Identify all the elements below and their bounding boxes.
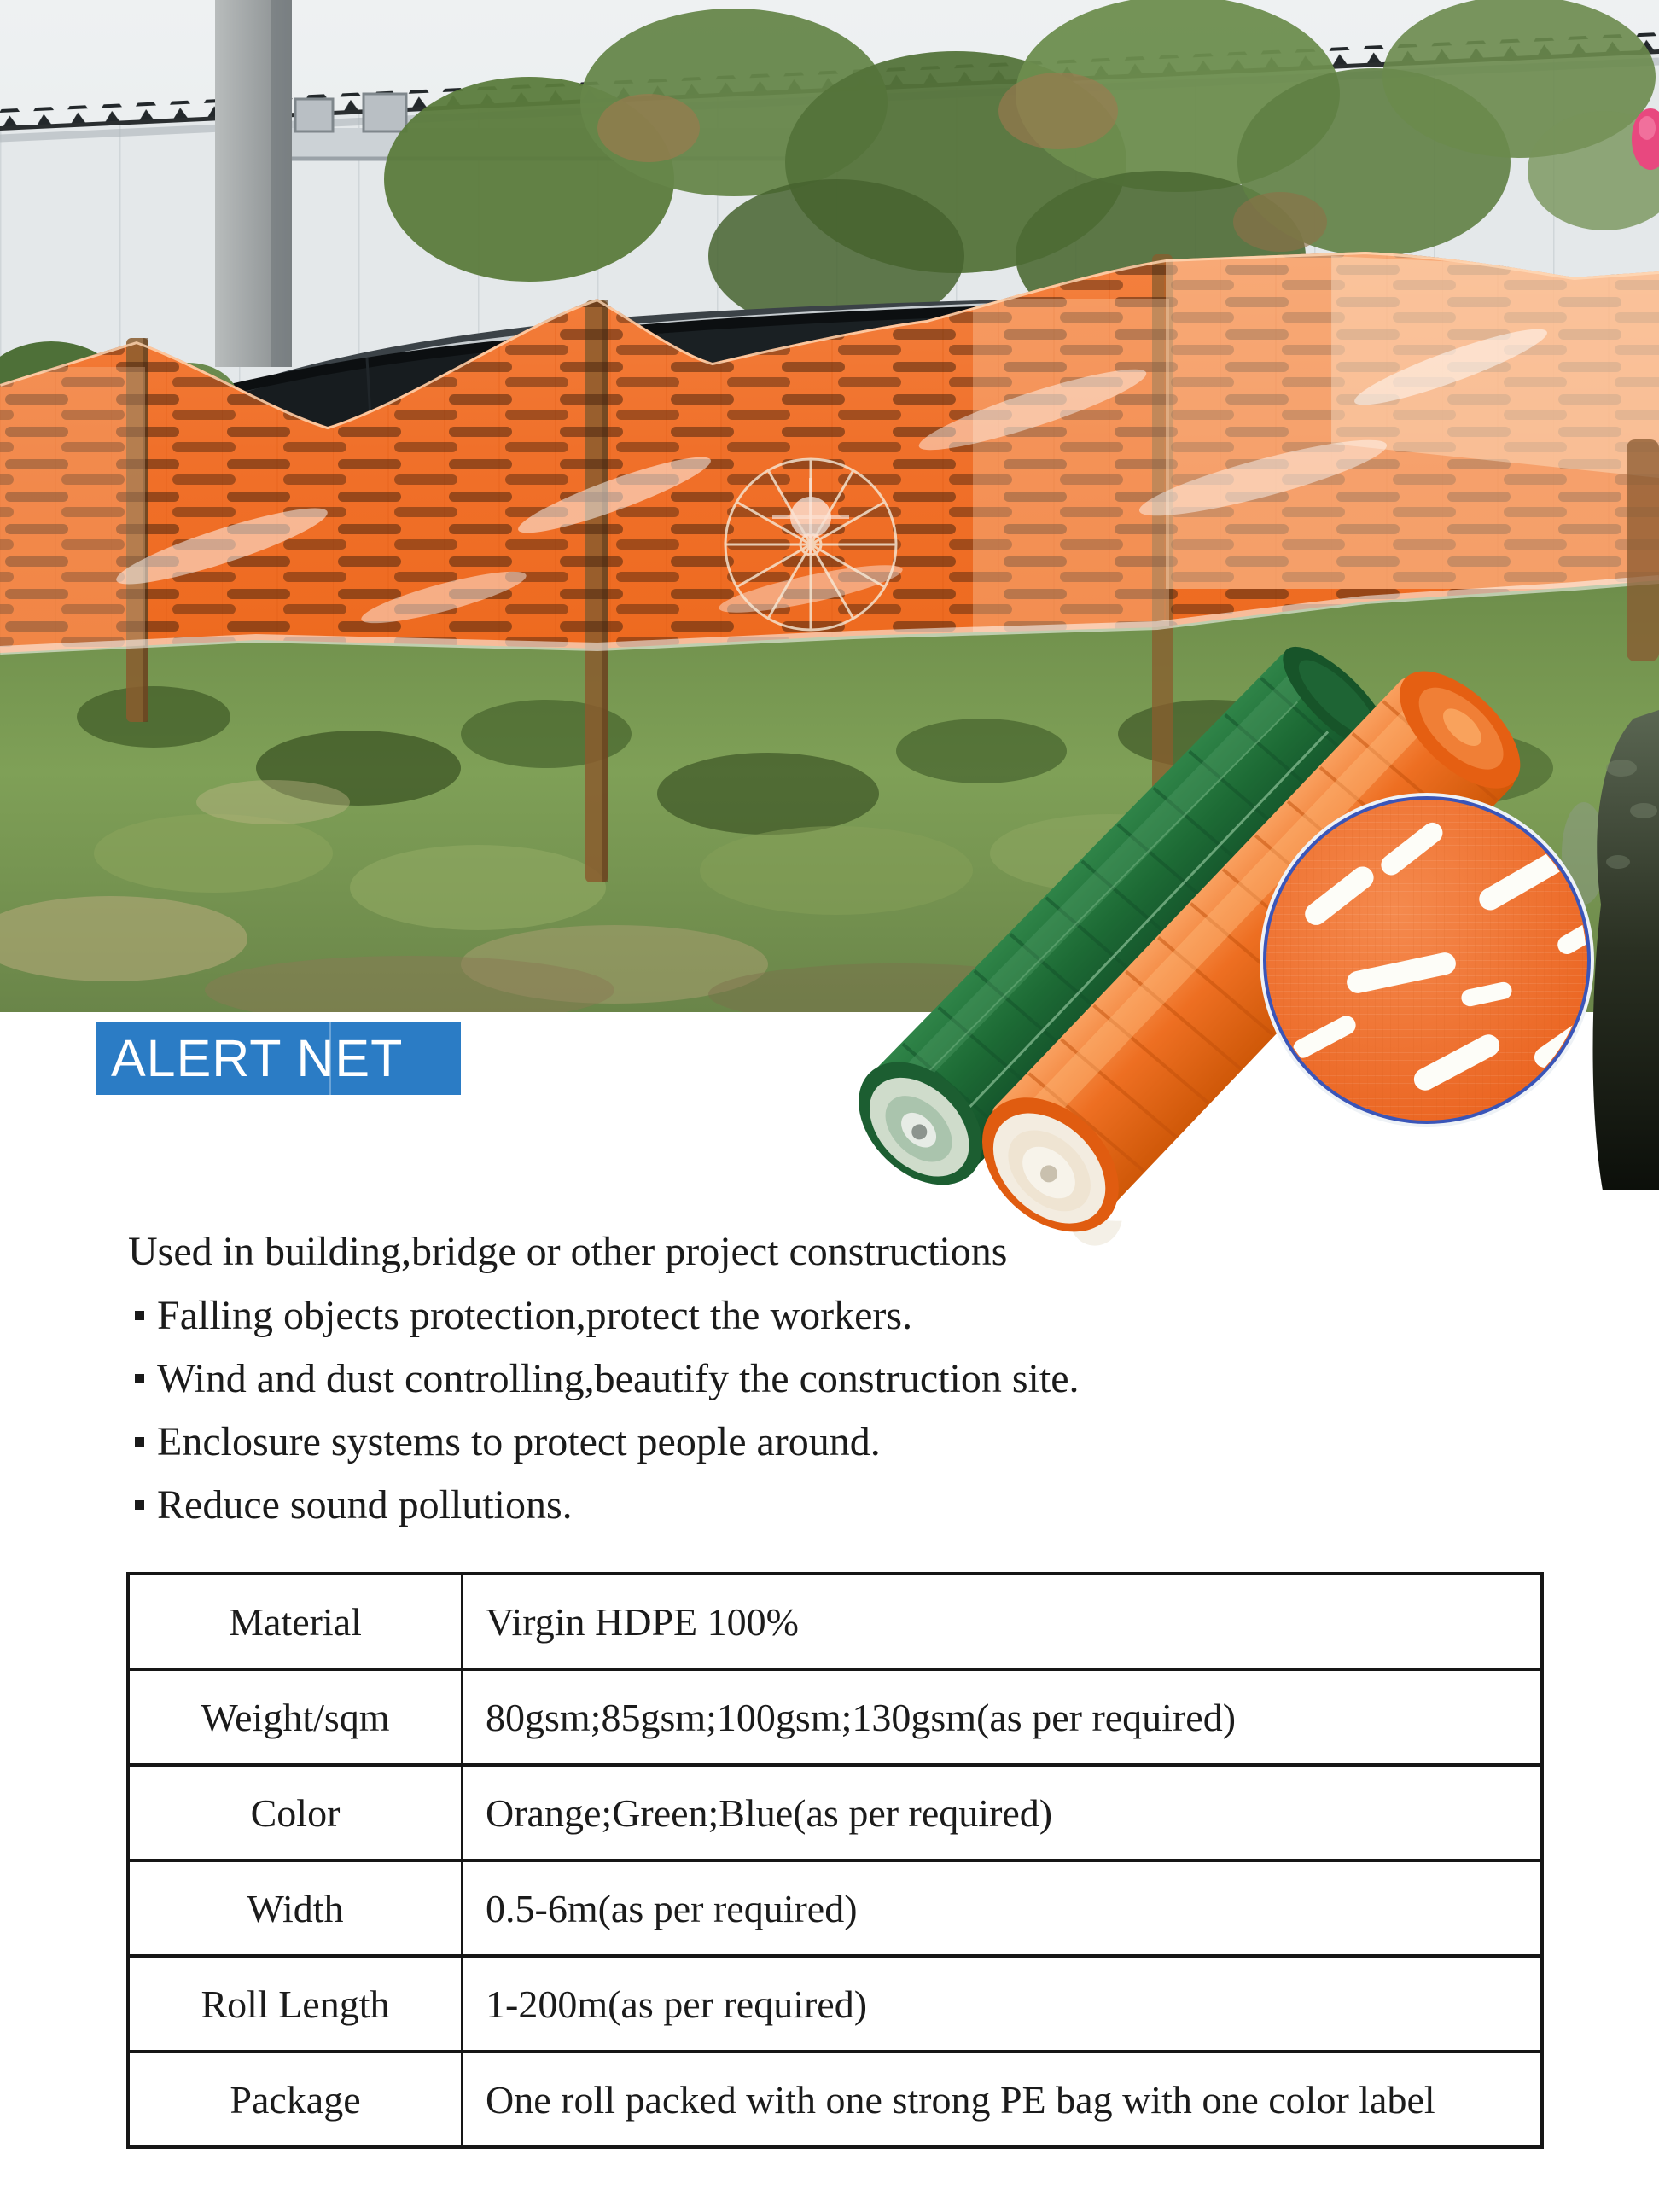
spec-value: Orange;Green;Blue(as per required) bbox=[463, 1765, 1543, 1860]
bullet-icon bbox=[135, 1437, 144, 1447]
table-row bbox=[128, 1860, 1542, 1956]
feature-text: Reduce sound pollutions. bbox=[157, 1481, 573, 1528]
bullet-icon bbox=[135, 1374, 144, 1383]
product-title: ALERT NET bbox=[111, 1029, 404, 1087]
spec-label: Color bbox=[128, 1765, 463, 1860]
roof-vent-cap bbox=[295, 99, 333, 131]
product-title-banner bbox=[96, 1022, 461, 1095]
spec-value: 1-200m(as per required) bbox=[463, 1956, 1543, 2052]
spec-value: Virgin HDPE 100% bbox=[463, 1574, 1543, 1669]
spec-label: Width bbox=[128, 1860, 463, 1956]
spec-value: One roll packed with one strong PE bag with one color label bbox=[463, 2052, 1543, 2147]
feature-item bbox=[128, 1284, 1408, 1347]
spec-value: 0.5-6m(as per required) bbox=[463, 1860, 1543, 1956]
feature-item bbox=[128, 1347, 1408, 1410]
tree-trunk bbox=[1627, 439, 1659, 661]
feature-text: Wind and dust controlling,beautify the construction site. bbox=[157, 1355, 1080, 1401]
spec-value: 80gsm;85gsm;100gsm;130gsm(as per required) bbox=[463, 1669, 1543, 1765]
description-intro: Used in building,bridge or other project constructions bbox=[128, 1229, 1008, 1274]
concrete-pole bbox=[215, 0, 292, 367]
table-row bbox=[128, 2052, 1542, 2147]
spec-label: Roll Length bbox=[128, 1956, 463, 2052]
spec-label: Material bbox=[229, 1599, 362, 1644]
table-row bbox=[128, 1574, 1542, 1669]
pink-object-highlight bbox=[1639, 116, 1656, 140]
spec-table bbox=[126, 1572, 1544, 2149]
feature-item bbox=[128, 1473, 1408, 1536]
table-row bbox=[128, 1669, 1542, 1765]
feature-text: Falling objects protection,protect the workers. bbox=[157, 1292, 913, 1338]
spec-label: Package bbox=[128, 2052, 463, 2147]
bullet-icon bbox=[135, 1500, 144, 1510]
wheel-silhouette bbox=[725, 459, 896, 630]
table-row bbox=[128, 1765, 1542, 1860]
table-row bbox=[128, 1956, 1542, 2052]
feature-text: Enclosure systems to protect people around. bbox=[157, 1418, 881, 1464]
roof-vent-cap bbox=[364, 94, 406, 131]
bullet-icon bbox=[135, 1311, 144, 1320]
feature-item bbox=[128, 1410, 1408, 1473]
description-block bbox=[128, 1220, 1408, 1536]
spec-label: Weight/sqm bbox=[128, 1669, 463, 1765]
